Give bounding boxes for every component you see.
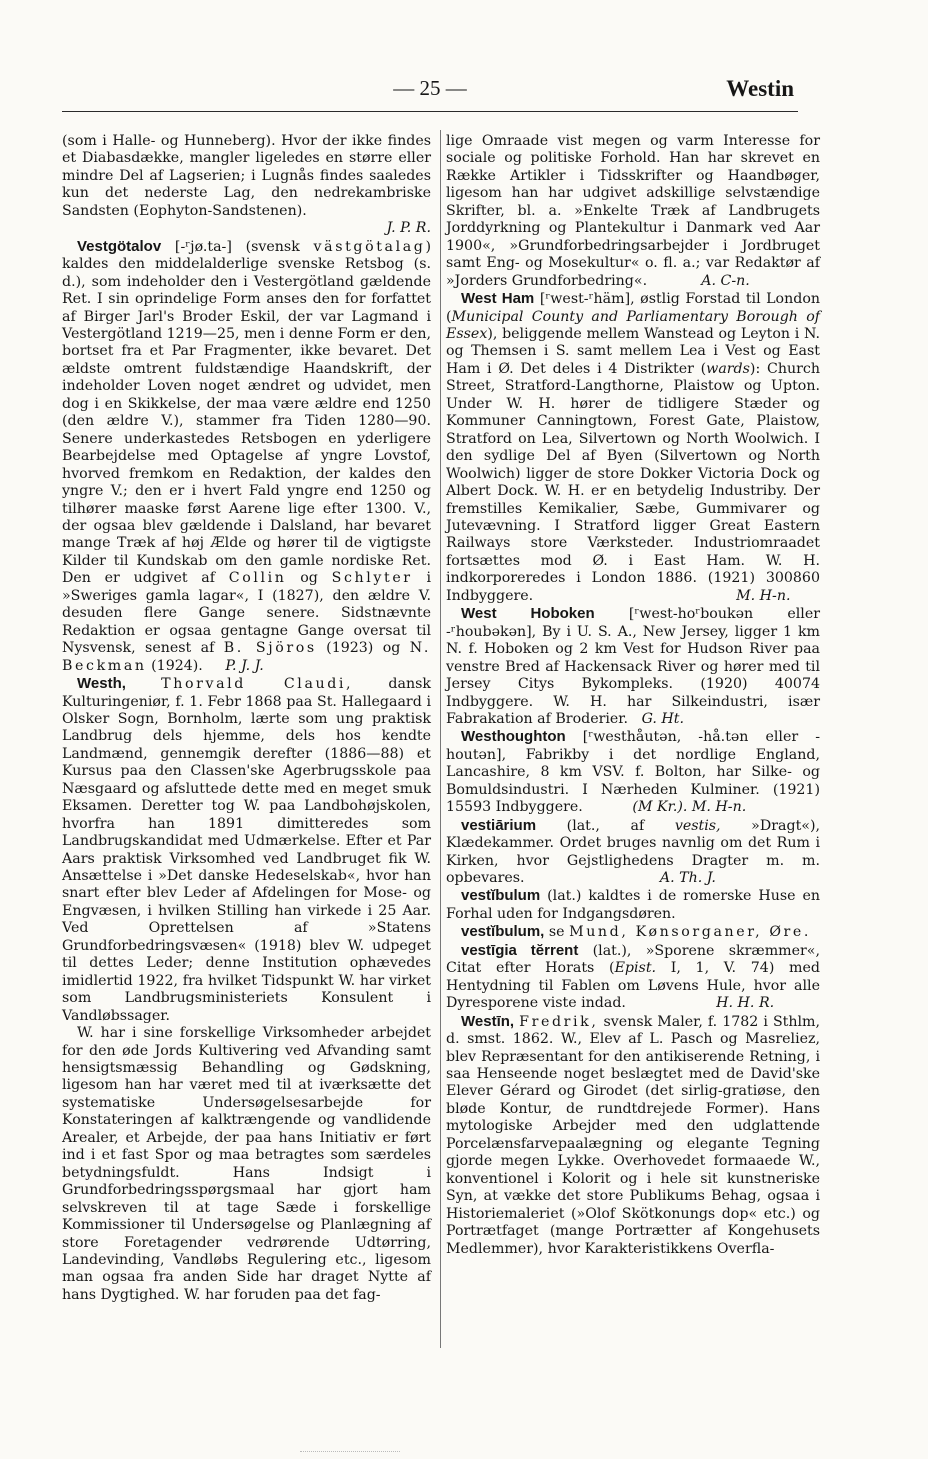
headword: vestīgia tĕrrent — [461, 941, 579, 959]
spaced-name: Schlyter — [331, 570, 413, 587]
entry-text: (som i Halle- og Hunneberg). Hvor der ikke findes et Diabasdække, mangler ligeledes en større eller mindre Del af Lagserien; i Lugnås findes saaledes kun det nederste Lag, den nedrekambriske Sandsten (Eophyton-Sandstenen). — [62, 133, 431, 219]
italic-text: vestis, — [674, 817, 721, 834]
entry-continuation — [446, 133, 820, 290]
entry-text: W. har i sine forskellige Virksomheder arbejdet for den øde Jords Kultivering ved Afvanding samt hensigtsmæssig Behandling og Gødskning, ligesom han har været med til at iværksætte det systematiske Undersøgelsesarbejde for Konstateringen af kalktrængende og vandlidende Arealer, et Arbejde, der paa hans Initiativ er ført ind i et fast Spor og maa betragtes som særdeles betydningsfuldt. Hans Indsigt i Grundforbedringsspørgsmaal har gjort ham selvskreven til at tage Sæde i forskellige Kommissioner til Undersøgelse og Planlægning af store Foretagender vedrørende Udtørring, Landevinding, Vandløbs Regulering etc., ligesom man ogsaa fra anden Side har draget Nytte af hans Dygtighed. W. har foruden paa det fag- — [62, 1025, 431, 1303]
entry-text: (1924). — [146, 657, 203, 674]
entry-text: [ʳwesthåutən, -hå.tən eller -houtən], Fabrikby i det nordlige England, Lancashire, 8 km VSV. f. Bolton, har Silke- og Bomuldsindustri. I Nærheden Kulminer. (1921) 15593 Indbyggere. — [446, 729, 820, 816]
entry-text: ): Church Street, Stratford-Langthorne, Plaistow og Upton. Under W. H. hører de tidligere Stæder og Kommuner Canningtown, Forest Gate, Plaistow, Stratford on Lea, Silvertown og North Woolwich. I den sydlige Del af Byen (Silvertown og North Woolwich) ligger de store Dokker Victoria Dock og Albert Dock. W. H. er en betydelig Industriby. Der fremstilles Kemikalier, Sæbe, Gummivarer og Jutevævning. I Stratford ligger Great Eastern Railways store Værksteder. Industriomraadet fortsættes mod Ø. i East Ham. W. H. indkorporeredes i London 1886. (1921) 300860 Indbyggere. — [446, 360, 820, 604]
entry-text: ), beliggende mellem Wanstead og Leyton i N. og Themsen i S. samt mellem Lea i Vest og East Ham i Ø. Det deles i 4 Distrikter ( — [446, 325, 820, 377]
spaced-name: Fredrik, — [519, 1013, 599, 1030]
entry-text: »Dragt«), Klædekammer. Ordet bruges navnlig om det Rum i Kirken, hvor Gejstlighedens Dragter m. m. opbevares. — [446, 817, 820, 887]
entry-west-ham — [446, 290, 820, 605]
entry-vestgotalov — [62, 238, 431, 675]
page-bottom-mark — [300, 1445, 400, 1452]
entry-text: lige Omraade vist megen og varm Interesse for sociale og politiske Forhold. Han har skrevet en Række Artikler i Tidsskrifter og Haandbøger, ligesom han har udgivet adskillige selvstændige Skrifter, bl. a. »Enkelte Træk af Landbrugets Jorddyrkning og Plantekultur i Danmark ved Aar 1900«, »Grundforbedringsarbejder i Jordbruget samt Eng- og Mosekultur« o. fl. a.; var Redaktør af »Jorders Grundforbedring«. — [446, 133, 820, 289]
italic-text: Epist. — [614, 960, 657, 977]
signature: A. C-n. — [701, 272, 750, 289]
spaced-text: västgötalag — [313, 238, 426, 255]
entry-text: i »Sweriges gamla lagar«, I (1827), den ældre V. desuden flere Gange senere. Sidstnævnte Redaktion er ogsaa gentagne Gange oversat til Nysvensk, senest af — [62, 570, 431, 657]
signature: P. J. J. — [225, 657, 264, 674]
signature: A. Th. J. — [659, 870, 716, 887]
entry-westhoughton — [446, 728, 820, 816]
page-header — [62, 74, 798, 108]
entry-vestibulum — [446, 887, 820, 923]
entry-text: [ʳwest-ʳhäm], østlig Forstad til London ( — [446, 291, 821, 325]
page-number: — 25 — — [393, 76, 467, 100]
entry-text: [ʳwest-hoʳboukən eller -ʳhoubəkən], By i U. S. A., New Jersey, ligger 1 km N. f. Hoboken og 2 km Vest for Hudson River paa venstre Bred af Hackensack River og hører med til Jersey Citys Bykompleks. (1920) 40074 Indbyggere. W. H. har Silkeindustri, især Fabrakation af Broderier. — [446, 606, 820, 727]
cross-reference: Mund, Kønsorganer, Øre. — [569, 924, 812, 941]
signature: J. P. R. — [386, 220, 431, 237]
entry-text: dansk Kulturingeniør, f. 1. Febr 1868 paa St. Hallegaard i Olsker Sogn, Bornholm, lærte som ung praktisk Landbrug dels hjemme, dels hos kendte Landmænd, gennemgik derefter (1886—88) et Kursus paa den Classen'ske Agerbrugsskole paa Næsgaard og afsluttede dette med en meget smuk Eksamen. Deretter tog W. paa Landbohøjskolen, hvorfra han 1891 dimitteredes som Landbrugskandidat med Udmærkelse. Efter et Par Aars praktisk Virksomhed ved Landbruget fik W. Ansættelse i »Det danske Hedeselskab«, hvor han snart efter blev Leder af Afdelingen for Mose- og Engvæsen, i hvilken Stilling han virkede i 25 Aar. Ved Oprettelsen af »Statens Grundforbedringsvæsen« (1918) blev W. udpeget til dettes Leder; denne Institution ophævedes imidlertid 1922, fra hvilket Tidspunkt W. har virket som Landbrugsministeriets Konsulent i Vandløbssager. — [62, 676, 431, 1024]
right-column — [446, 133, 820, 1258]
spaced-name: Collin — [228, 570, 287, 587]
entry-text: (lat.), »Sporene skræmmer«, Citat efter Horats ( — [446, 942, 820, 977]
entry-text: (lat., af — [536, 817, 675, 834]
spaced-name: Thorvald Claudi, — [161, 676, 354, 693]
column-divider — [440, 130, 441, 1348]
spaced-name: N. Beckman — [62, 640, 431, 674]
italic-text: wards — [706, 360, 750, 377]
entry-vestigia-terrent — [446, 942, 820, 1013]
headword: Westhoughton — [461, 728, 566, 746]
header-rule — [62, 111, 798, 112]
signature: (M Kr.). M. H-n. — [632, 799, 747, 816]
headword: Vestgötalov — [77, 237, 162, 255]
headword: vestiārium — [461, 816, 537, 834]
entry-text: (lat.) kaldtes i de romerske Huse en Forhal uden for Indgangsdøren. — [446, 888, 820, 922]
entry-text: I, 1, V. 74) med Hentydning til Fablen om Løvens Hule, hvor alle Dyresporene viste indad. — [446, 960, 820, 1012]
headword: West Hoboken — [461, 605, 595, 623]
entry-text: svensk Maler, f. 1782 i Sthlm, d. smst. 1862. W., Elev af L. Pasch og Masreliez, blev Repræsentant for den antikiserende Retning, i saa Henseende noget beslægtet med de David'ske Elever Gérard og Girodet (det sirlig-gratiøse, den bløde Kontur, de rundtdrejede Former). Hans mytologiske Arbejder med den udglattende Porcelænsfarvepaalægning og elegante Tegning gjorde megen Lykke. Overhovedet formaaede W., konventionel i Kolorit og i hele sit kunstneriske Syn, at vække det store Publikums Behag, ogsaa i Historiemaleriet (»Olof Skötkonungs dop« etc.) og Portrætfaget (mange Portrætter af Kongehusets Medlemmer), hvor Karakteristikkens Overfla- — [446, 1013, 821, 1257]
pronunciation: [-ʳjø.ta-] (svensk — [161, 238, 314, 255]
entry-vestiarium — [446, 817, 820, 888]
entry-continuation — [62, 133, 431, 220]
signature: H. H. R. — [716, 995, 775, 1012]
entry-text: ) kaldes den middelalderlige svenske Retsbog (s. d.), som indeholder den i Vestergötland gældende Ret. I sin oprindelige Form anses den for forfattet af Birger Jarl's Broder Eskil, der var Lagmand i Vestergötland 1219—25, men i denne Form er den, bortset fra et Par Fragmenter, ikke bevaret. Det ældste omtrent fuldstændige Haandskrift, der indeholder Loven noget ændret og udvidet, men dog i en Skikkelse, der maa være ældre end 1250 (den ældre V.), stammer fra Tiden 1280—90. Senere underkastedes Retsbogen en yderligere Bearbejdelse med Optagelse af yngre Lovstof, hvorved fremkom en Redaktion, der kaldes den yngre V.; den er i hvert Fald yngre end 1250 og tilhører maaske først Aarene lige efter 1300. V., der ogsaa blev gældende i Dalsland, har bevaret mange Træk af høj Ælde og hører til de vigtigste Kilder til Kundskab om den gamle nordiske Ret. Den er udgivet af — [62, 238, 431, 587]
headword: Westīn, — [461, 1012, 515, 1030]
headword: vestĭbulum — [461, 887, 541, 905]
entry-text: (1923) og — [316, 640, 410, 657]
entry-vestibulum-ref — [446, 923, 820, 941]
entry-text: se — [544, 924, 570, 941]
entry-paragraph — [62, 1025, 431, 1304]
headword: vestĭbulum, — [461, 923, 545, 941]
headword: Westh, — [77, 675, 126, 693]
entry-westin — [446, 1013, 820, 1258]
entry-west-hoboken — [446, 605, 820, 728]
entry-text: og — [286, 570, 332, 587]
headword: West Ham — [461, 290, 535, 308]
italic-text: Municipal County and Parliamentary Borough of Essex — [446, 308, 820, 342]
running-head: Westin — [726, 76, 794, 101]
spaced-name: B. Sjöros — [223, 640, 317, 657]
left-column — [62, 133, 431, 1304]
entry-westh — [62, 675, 431, 1025]
signature: M. H-n. — [736, 587, 791, 604]
signature: G. Ht. — [641, 710, 685, 727]
